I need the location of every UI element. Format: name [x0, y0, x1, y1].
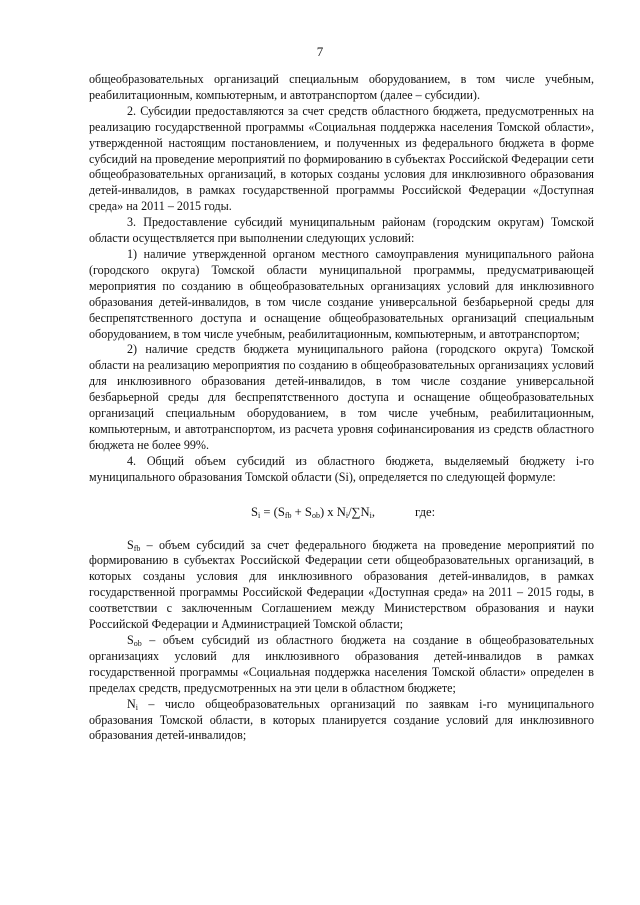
page-number: 7 [316, 44, 324, 59]
paragraph-condition-2: 2) наличие средств бюджета муниципального района (городского округа) Томской области на реализацию мероприятия по созданию в общеобразовательных организациях условий для инклюзивного образования детей-инвалидов, в том числе создание универсальной безбарьерной среды для беспрепятственного доступа и оснащение общеобразовательных организаций специальным оборудованием, в том числе учебным, реабилитационным, компьютерным, и автотранспортом, из расчета уровня софинансирования из средств областного бюджета не более 99%. [89, 342, 594, 452]
subsidy-formula: $S_i = (S_{fb} + S_{ob})$ x $N_i/\sum N_i$, где: [251, 504, 436, 520]
paragraph-item-4: 4. Общий объем субсидий из областного бюджета, выделяемый бюджету i-го муниципального образования Томской области (Si), определяется по следующей формуле: [89, 453, 594, 484]
paragraph-item-3: 3. Предоставление субсидий муниципальным районам (городским округам) Томской области осуществляется при выполнении следующих условий: [89, 215, 594, 246]
paragraph-item-2: 2. Субсидии предоставляются за счет средств областного бюджета, предусмотренных на реализацию государственной программы «Социальная поддержка населения Томской области», утвержденной настоящим постановлением, и полученных из федерального бюджета в форме субсидий на проведение мероприятий по формированию в субъектах Российской Федерации сети общеобразовательных организаций, в которых созданы условия для инклюзивного образования детей-инвалидов, в рамках государственной программы Российской Федерации «Доступная среда» на 2011 – 2015 годы. [89, 103, 594, 214]
definition-sfb: $S_{fb}$ – объем субсидий за счет федерального бюджета на проведение мероприятий по формированию в субъектах Российской Федерации сети общеобразовательных организаций, в которых созданы условия для инклюзивного образования детей-инвалидов, в рамках государственной программы Российской Федерации «Доступная среда» на 2011 – 2015 годы, в соответствии с заключенным Соглашением между Министерством образования и науки Российской Федерации и Администрацией Томской области; [89, 537, 594, 632]
document-body [89, 72, 594, 744]
paragraph-condition-1: 1) наличие утвержденной органом местного самоуправления муниципального района (городского округа) Томской области муниципальной программы, предусматривающей мероприятия по созданию в общеобразовательных организациях условий для инклюзивного образования детей-инвалидов, в том числе создание универсальной безбарьерной среды для беспрепятственного доступа и оснащение общеобразовательных организаций специальным оборудованием, в том числе учебным, реабилитационным, компьютерным, и автотранспортом; [89, 246, 594, 341]
definition-ni: $N_i$ – число общеобразовательных организаций по заявкам i-го муниципального образования Томской области, в которых планируется создание условий для инклюзивного образования детей-инвалидов; [89, 696, 594, 743]
formula-where: где: [415, 504, 436, 519]
definition-sob: $S_{ob}$ – объем субсидий из областного бюджета на создание в общеобразовательных организациях условий для инклюзивного образования детей-инвалидов в рамках государственной программы «Социальная поддержка населения Томской области» определен в пределах средств, предусмотренных на эти цели в областном бюджете; [89, 633, 594, 695]
paragraph-subsidy-continuation: общеобразовательных организаций специальным оборудованием, в том числе учебным, реабилитационным, компьютерным, и автотранспортом (далее – субсидии). [89, 72, 594, 102]
